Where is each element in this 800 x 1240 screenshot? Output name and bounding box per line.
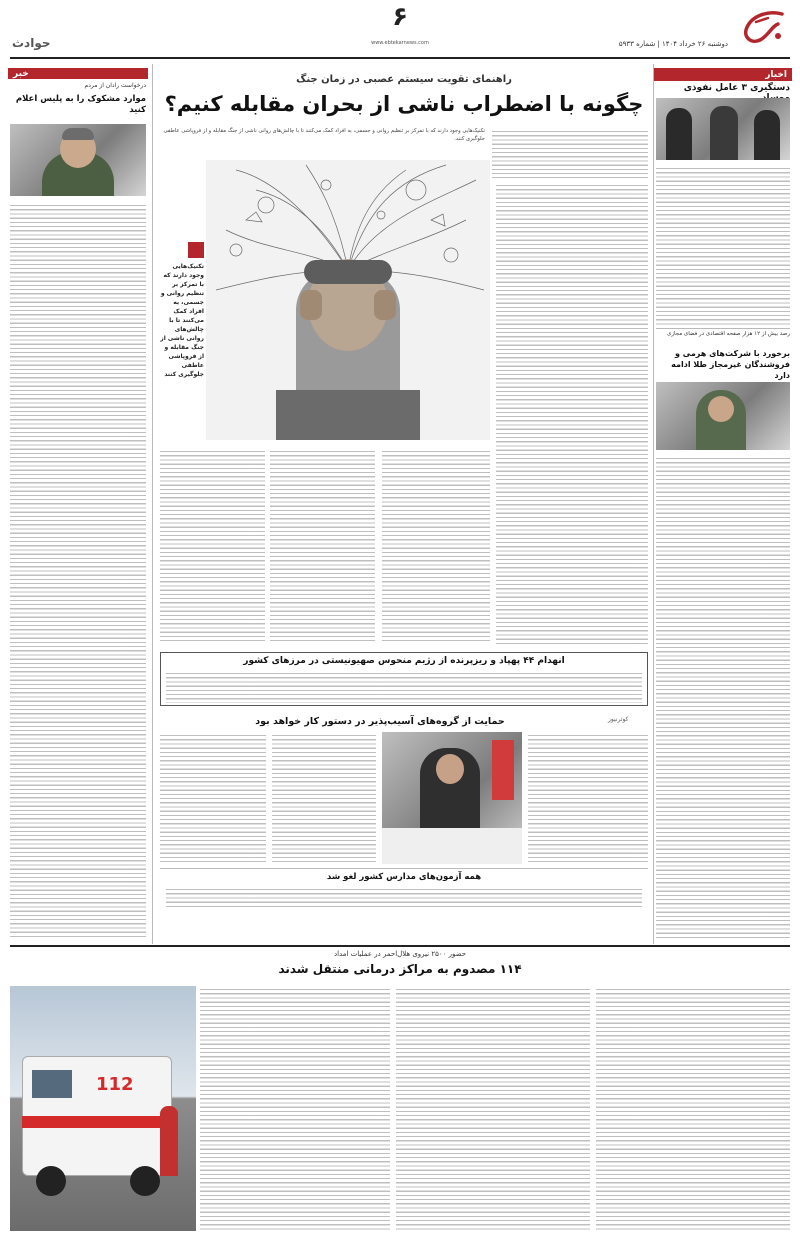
- kowsar-label: کوثرنیوز: [608, 716, 629, 723]
- lead-body-col1: [160, 448, 265, 644]
- column-rule-left: [152, 64, 153, 944]
- bottom-kicker: حضور ۲۵۰۰ نیروی هلال‌احمر در عملیات امداد: [333, 950, 467, 958]
- story2-photo: [656, 382, 790, 450]
- police-chief-photo: [10, 124, 146, 196]
- newspaper-logo: [738, 6, 788, 50]
- story2-title: برخورد با شرکت‌های هرمی و فروشندگان غیرمجاز طلا ادامه دارد: [671, 349, 790, 380]
- lead-photo: [206, 160, 490, 440]
- news-label: اخبار: [654, 68, 792, 81]
- box-story-title: انهدام ۴۴ پهپاد و ریزپرنده از رژیم منحوس صهیونیستی در مرزهای کشور: [243, 656, 565, 666]
- kowsar-body-left: [272, 732, 376, 862]
- brief-kicker: درخواست رادان از مردم: [84, 82, 146, 89]
- officer-silhouette: [754, 110, 780, 160]
- bottom-rule: [10, 945, 790, 947]
- ambulance-photo: [10, 986, 196, 1231]
- lead-body-col3: [382, 448, 490, 644]
- wheel: [36, 1166, 66, 1196]
- story1-photo: [656, 98, 790, 160]
- bottom-body-col3: [200, 986, 390, 1231]
- bottom-title: ۱۱۴ مصدوم به مراکز درمانی منتقل شدند: [278, 962, 522, 976]
- kowsar-title: حمایت از گروه‌های آسیب‌پذیر در دستور کار خواهد بود: [255, 716, 505, 727]
- suspect-silhouette: [710, 106, 738, 160]
- page-number: ۶: [392, 2, 408, 32]
- red-crescent-photo: [382, 732, 522, 864]
- bottom-body-col2: [396, 986, 590, 1231]
- chief-hair: [62, 128, 94, 140]
- exams-divider: [160, 868, 648, 869]
- official-face: [436, 754, 464, 784]
- wheel: [130, 1166, 160, 1196]
- lead-title: چگونه با اضطراب ناشی از بحران مقابله کنیم؟: [164, 92, 644, 116]
- column-rule-right: [653, 64, 654, 944]
- story1-title: دستگیری ۳ عامل نفوذی: [683, 83, 790, 93]
- lead-intro-deck: تکنیک‌هایی وجود دارند که با تمرکز بر تنظیم روانی و جسمی، به افراد کمک می‌کنند تا با چالش‌های روانی ناشی از جنگ مقابله و از فروپاشی عاطفی جلوگیری کنند.: [163, 128, 485, 142]
- bottom-body-col1: [596, 986, 790, 1231]
- pullquote-text: تکنیک‌هایی وجود دارند که با تمرکز بر تنظیم روانی و جسمی، به افراد کمک می‌کنند تا با چالش‌های روانی ناشی از جنگ مقابله و از فروپاشی عاطفی جلوگیری کنند: [160, 263, 204, 378]
- divider: [656, 328, 790, 329]
- story2-body: [656, 455, 790, 940]
- paramedic: [160, 1106, 178, 1176]
- brief-body: [10, 202, 146, 940]
- officer-silhouette: [666, 108, 692, 160]
- officer-face: [708, 396, 734, 422]
- brief-title: موارد مشکوک را به پلیس اعلام کنید: [15, 94, 146, 115]
- exams-title: همه آزمون‌های مدارس کشور لغو شد: [326, 872, 482, 882]
- pullquote-box: [160, 242, 204, 442]
- lead-kicker: راهنمای تقویت سیستم عصبی در زمان جنگ: [296, 74, 512, 85]
- lead-intro-right: [492, 128, 648, 178]
- ambulance-window: [32, 1070, 72, 1098]
- pullquote-marker: [188, 242, 204, 258]
- website: www.ebtekarnews.com: [371, 40, 429, 46]
- ambulance-stripe: [22, 1116, 172, 1128]
- kowsar-body-right: [528, 732, 648, 862]
- kowsar-body-left2: [160, 732, 266, 862]
- issue-date: دوشنبه ۲۶ خرداد ۱۴۰۴ | شماره ۵۹۳۳: [618, 40, 728, 48]
- ambulance-number: 112: [96, 1074, 134, 1095]
- red-crescent-flag: [492, 740, 514, 800]
- exams-body: [166, 886, 642, 910]
- desk: [382, 828, 522, 864]
- lead-body-col2: [270, 448, 375, 644]
- masthead-rule: [10, 57, 790, 59]
- masthead: [0, 0, 800, 58]
- story2-kicker: رصد بیش از ۱۲ هزار صفحه اقتصادی در فضای مجازی: [667, 331, 790, 337]
- story1-body: [656, 165, 790, 325]
- brief-label: خبر: [8, 68, 148, 79]
- box-story-body: [166, 670, 642, 703]
- section-title: حوادث: [12, 36, 51, 50]
- lead-body-right: [496, 182, 648, 644]
